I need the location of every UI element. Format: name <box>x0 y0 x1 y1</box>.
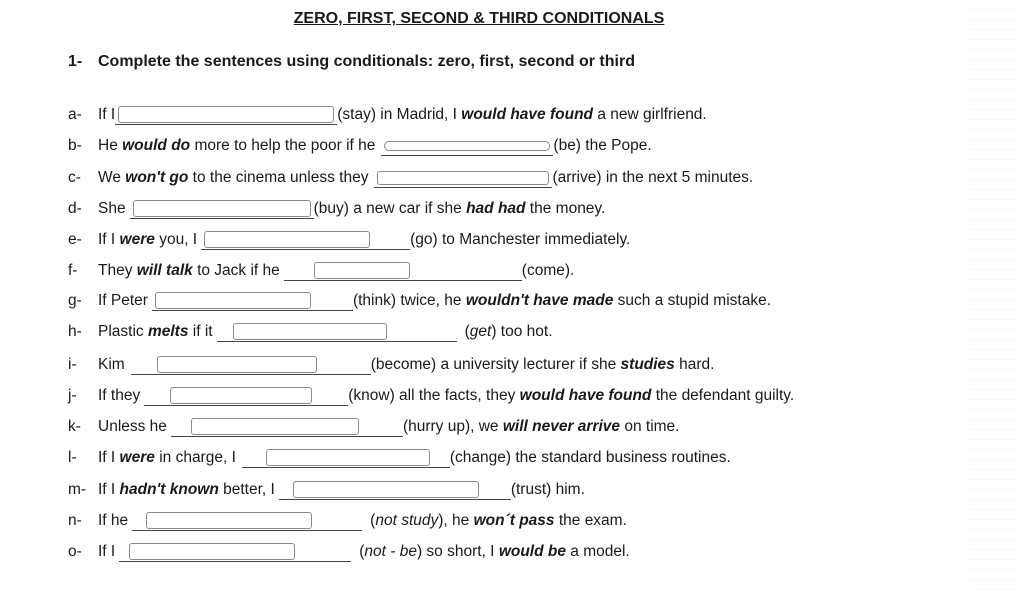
blank-line <box>119 542 351 562</box>
sentence-text: to Jack if he <box>192 262 280 279</box>
sentence-text: (be) the Pope. <box>553 137 652 154</box>
answer-input-i[interactable] <box>157 356 317 373</box>
answer-input-j[interactable] <box>170 387 312 404</box>
sentence-letter: b- <box>68 137 82 154</box>
sentence-verb-hint: get <box>469 323 492 340</box>
sentence-j <box>68 384 794 408</box>
sentence-emphasis: were <box>119 449 155 466</box>
sentence-text: ) too hot. <box>491 323 553 340</box>
sentence-letter: k- <box>68 418 81 435</box>
blank-line <box>374 168 552 188</box>
answer-input-m[interactable] <box>293 481 479 498</box>
sentence-text: in charge, I <box>154 449 236 466</box>
answer-input-b[interactable] <box>384 141 550 151</box>
sentence-letter: h- <box>68 323 82 340</box>
instruction-text: Complete the sentences using conditionals: zero, first, second or third <box>98 53 635 70</box>
blank-line <box>242 448 450 468</box>
sentence-b <box>68 134 652 158</box>
sentence-i <box>68 353 714 377</box>
sentence-text: (come). <box>521 262 575 279</box>
sentence-text: She <box>98 200 126 217</box>
sentence-emphasis: will talk <box>136 262 193 279</box>
sentence-text: (become) a university lecturer if she <box>370 356 621 373</box>
sentence-text: If they <box>98 387 141 404</box>
sentence-text: if it <box>188 323 213 340</box>
sentence-text: such a stupid mistake. <box>613 292 772 309</box>
page-edge-texture <box>969 0 1017 590</box>
blank-line <box>152 291 353 311</box>
sentence-text: more to help the poor if he <box>190 137 376 154</box>
sentence-e <box>68 228 630 252</box>
sentence-emphasis: would be <box>498 543 566 560</box>
sentence-text: the defendant guilty. <box>651 387 795 404</box>
sentence-emphasis: had had <box>466 200 526 217</box>
blank-line <box>284 261 522 281</box>
sentence-emphasis: studies <box>620 356 675 373</box>
sentence-text: If Peter <box>98 292 148 309</box>
sentence-text: If I <box>98 481 120 498</box>
sentence-letter: g- <box>68 292 82 309</box>
answer-input-k[interactable] <box>191 418 359 435</box>
blank-line <box>132 511 362 531</box>
sentence-m <box>68 478 585 502</box>
sentence-emphasis: were <box>119 231 155 248</box>
sentence-letter: l- <box>68 449 77 466</box>
sentence-text: Plastic <box>98 323 148 340</box>
answer-input-d[interactable] <box>133 200 311 217</box>
answer-input-l[interactable] <box>266 449 430 466</box>
sentence-emphasis: would do <box>122 137 191 154</box>
sentence-text: (go) to Manchester immediately. <box>410 231 631 248</box>
sentence-g <box>68 289 771 313</box>
blank-line <box>115 105 337 125</box>
blank-line <box>130 199 314 219</box>
sentence-text: a new girlfriend. <box>593 106 707 123</box>
sentence-emphasis: will never arrive <box>502 418 621 435</box>
exercise-number: 1- <box>68 53 83 70</box>
sentence-text: a model. <box>565 543 630 560</box>
sentence-letter: d- <box>68 200 82 217</box>
sentence-text: ), he <box>438 512 474 529</box>
blank-line <box>217 322 457 342</box>
blank-line <box>381 136 553 156</box>
sentence-k <box>68 415 680 439</box>
sentence-o: o- If I ( not - be ) so short, I would be a model. <box>68 543 630 560</box>
sentence-a <box>68 103 707 127</box>
blank-line <box>144 386 348 406</box>
sentence-letter: i- <box>68 356 77 373</box>
exercise-instruction <box>68 53 635 71</box>
answer-input-h[interactable] <box>233 323 387 340</box>
sentence-text: the exam. <box>554 512 627 529</box>
worksheet-title: ZERO, FIRST, SECOND & THIRD CONDITIONALS <box>293 10 665 27</box>
sentence-letter: f- <box>68 262 78 279</box>
sentence-letter: n- <box>68 512 82 529</box>
sentence-n: n- If he ( not study ), he won´t pass the exam. <box>68 512 627 529</box>
sentence-d <box>68 197 605 221</box>
sentence-text: They <box>98 262 137 279</box>
sentence-text: ) so short, I <box>416 543 499 560</box>
sentence-text: the money. <box>525 200 606 217</box>
sentence-letter: m- <box>68 481 87 498</box>
sentence-verb-hint: not study <box>375 512 439 529</box>
sentence-text: (change) the standard business routines. <box>449 449 731 466</box>
sentence-text: Kim <box>98 356 125 373</box>
sentence-text: If I <box>98 106 116 123</box>
sentence-text: He <box>98 137 123 154</box>
sentence-text: better, I <box>218 481 275 498</box>
blank-line <box>131 355 371 375</box>
sentence-text: hard. <box>674 356 715 373</box>
sentence-letter: j- <box>68 387 77 404</box>
sentence-text: (buy) a new car if she <box>313 200 467 217</box>
answer-input-f[interactable] <box>314 262 410 279</box>
sentence-letter: e- <box>68 231 82 248</box>
sentence-emphasis: would have found <box>519 387 652 404</box>
sentence-letter: c- <box>68 169 81 186</box>
sentence-text: (trust) him. <box>510 481 585 498</box>
sentence-c <box>68 166 753 190</box>
sentence-emphasis: melts <box>147 323 189 340</box>
answer-input-a[interactable] <box>118 106 334 123</box>
sentence-text: If he <box>98 512 129 529</box>
sentence-text: Unless he <box>98 418 167 435</box>
sentence-text: (stay) in Madrid, I <box>337 106 462 123</box>
sentence-text: (know) all the facts, they <box>348 387 520 404</box>
blank-line <box>171 417 403 437</box>
sentence-text: (arrive) in the next 5 minutes. <box>552 169 754 186</box>
sentence-h: h- Plastic melts if it ( get ) too hot. <box>68 323 553 340</box>
sentence-text: you, I <box>154 231 198 248</box>
blank-line <box>201 230 410 250</box>
sentence-emphasis: hadn't known <box>119 481 219 498</box>
sentence-emphasis: won´t pass <box>473 512 555 529</box>
sentence-letter: a- <box>68 106 82 123</box>
sentence-text: If I <box>98 449 120 466</box>
sentence-l <box>68 446 731 470</box>
sentence-verb-hint: not - be <box>364 543 417 560</box>
answer-input-e[interactable] <box>204 231 370 248</box>
answer-input-n[interactable] <box>146 512 312 529</box>
answer-input-o[interactable] <box>129 543 295 560</box>
sentence-emphasis: would have found <box>461 106 594 123</box>
sentence-text: to the cinema unless they <box>188 169 369 186</box>
sentence-text: If I <box>98 543 116 560</box>
sentence-letter: o- <box>68 543 82 560</box>
sentence-emphasis: won't go <box>125 169 189 186</box>
sentence-text: on time. <box>620 418 680 435</box>
sentence-text: If I <box>98 231 120 248</box>
sentence-emphasis: wouldn't have made <box>465 292 614 309</box>
sentence-f <box>68 259 574 283</box>
sentence-text: We <box>98 169 126 186</box>
sentence-text: (think) twice, he <box>352 292 466 309</box>
sentence-text: (hurry up), we <box>402 418 503 435</box>
answer-input-g[interactable] <box>155 292 311 309</box>
answer-input-c[interactable] <box>377 171 549 185</box>
blank-line <box>279 480 511 500</box>
